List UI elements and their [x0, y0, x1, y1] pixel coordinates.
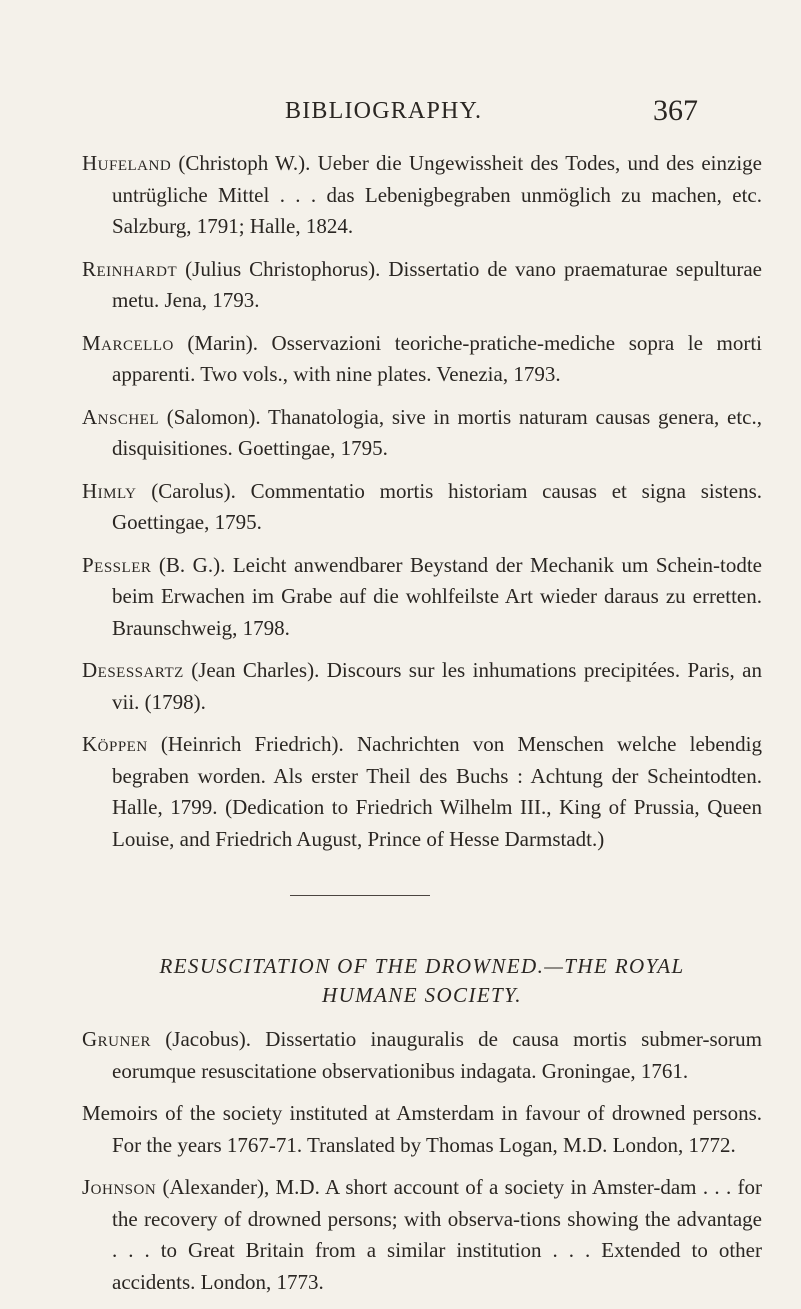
entry-author: Desessartz [82, 658, 184, 682]
section-heading-line: RESUSCITATION OF THE DROWNED.—THE ROYAL [159, 954, 685, 978]
entry-text: (Carolus). Commentatio mortis historiam causas et signa sistens. Goettingae, 1795. [112, 478, 762, 534]
entry-text: (Julius Christophorus). Dissertatio de vano praematurae sepulturae metu. Jena, 1793. [112, 256, 762, 312]
bibliography-entry [82, 729, 762, 855]
bibliography-entry [82, 1024, 762, 1087]
entry-text: (Jean Charles). Discours sur les inhumations precipitées. Paris, an vii. (1798). [112, 658, 762, 714]
bibliography-entry [82, 550, 762, 645]
bibliography-entry [82, 328, 762, 391]
entry-author: Himly [82, 478, 137, 503]
bibliography-entry [82, 1098, 762, 1161]
bibliography-content [82, 148, 762, 1309]
entry-author: Pessler [82, 552, 152, 577]
entry-author: Hufeland [82, 151, 172, 175]
running-head [0, 94, 801, 134]
entry-text: (Alexander), M.D. A short account of a society in Amster-dam . . . for the recovery of drowned persons; with observa-tions showing the advantage . . . to Great Britain from a similar institution . . . Extended to other accidents. London, 1773. [112, 1175, 762, 1294]
section-heading [82, 952, 762, 1010]
entry-text: (Heinrich Friedrich). Nachrichten von Menschen welche lebendig begraben worden. Als erster Theil des Buchs : Achtung der Scheintodten. Halle, 1799. (Dedication to Friedrich Wilhelm III., King of Prussia, Queen Louise, and Friedrich August, Prince of Hesse Darmstadt.) [112, 732, 762, 851]
entry-author: Johnson [82, 1175, 157, 1199]
entry-text: Memoirs of the society instituted at Amsterdam in favour of drowned persons. For the years 1767-71. Translated by Thomas Logan, M.D. London, 1772. [82, 1101, 762, 1157]
entry-text: (B. G.). Leicht anwendbarer Beystand der Mechanik um Schein-todte beim Erwachen im Grabe auf die wohlfeilste Art wieder daraus zu erretten. Braunschweig, 1798. [112, 552, 762, 640]
running-title: BIBLIOGRAPHY. [285, 98, 483, 124]
section-heading-line: HUMANE SOCIETY. [322, 983, 522, 1007]
bibliography-entry [82, 476, 762, 539]
entry-author: Anschel [82, 404, 160, 429]
bibliography-entry [82, 254, 762, 317]
entry-text: (Marin). Osservazioni teoriche-pratiche-mediche sopra le morti apparenti. Two vols., with nine plates. Venezia, 1793. [112, 330, 762, 386]
page-number: 367 [653, 94, 698, 127]
bibliography-entry [82, 148, 762, 243]
entry-author: Reinhardt [82, 256, 178, 281]
entry-text: (Christoph W.). Ueber die Ungewissheit des Todes, und des einzige untrügliche Mittel . . . das Lebenigbegraben unmöglich zu machen, etc. Salzburg, 1791; Halle, 1824. [112, 151, 762, 238]
bibliography-entry [82, 402, 762, 465]
section-divider [290, 895, 430, 896]
bibliography-entry [82, 655, 762, 718]
entry-author: Marcello [82, 330, 174, 355]
entry-author: Köppen [82, 732, 148, 756]
entry-author: Gruner [82, 1027, 152, 1051]
entry-text: (Salomon). Thanatologia, sive in mortis naturam causas genera, etc., disquisitiones. Goettingae, 1795. [112, 404, 762, 460]
entry-text: (Jacobus). Dissertatio inauguralis de causa mortis submer-sorum eorumque resuscitatione observationibus indagata. Groningae, 1761. [112, 1027, 762, 1083]
bibliography-entry [82, 1172, 762, 1298]
